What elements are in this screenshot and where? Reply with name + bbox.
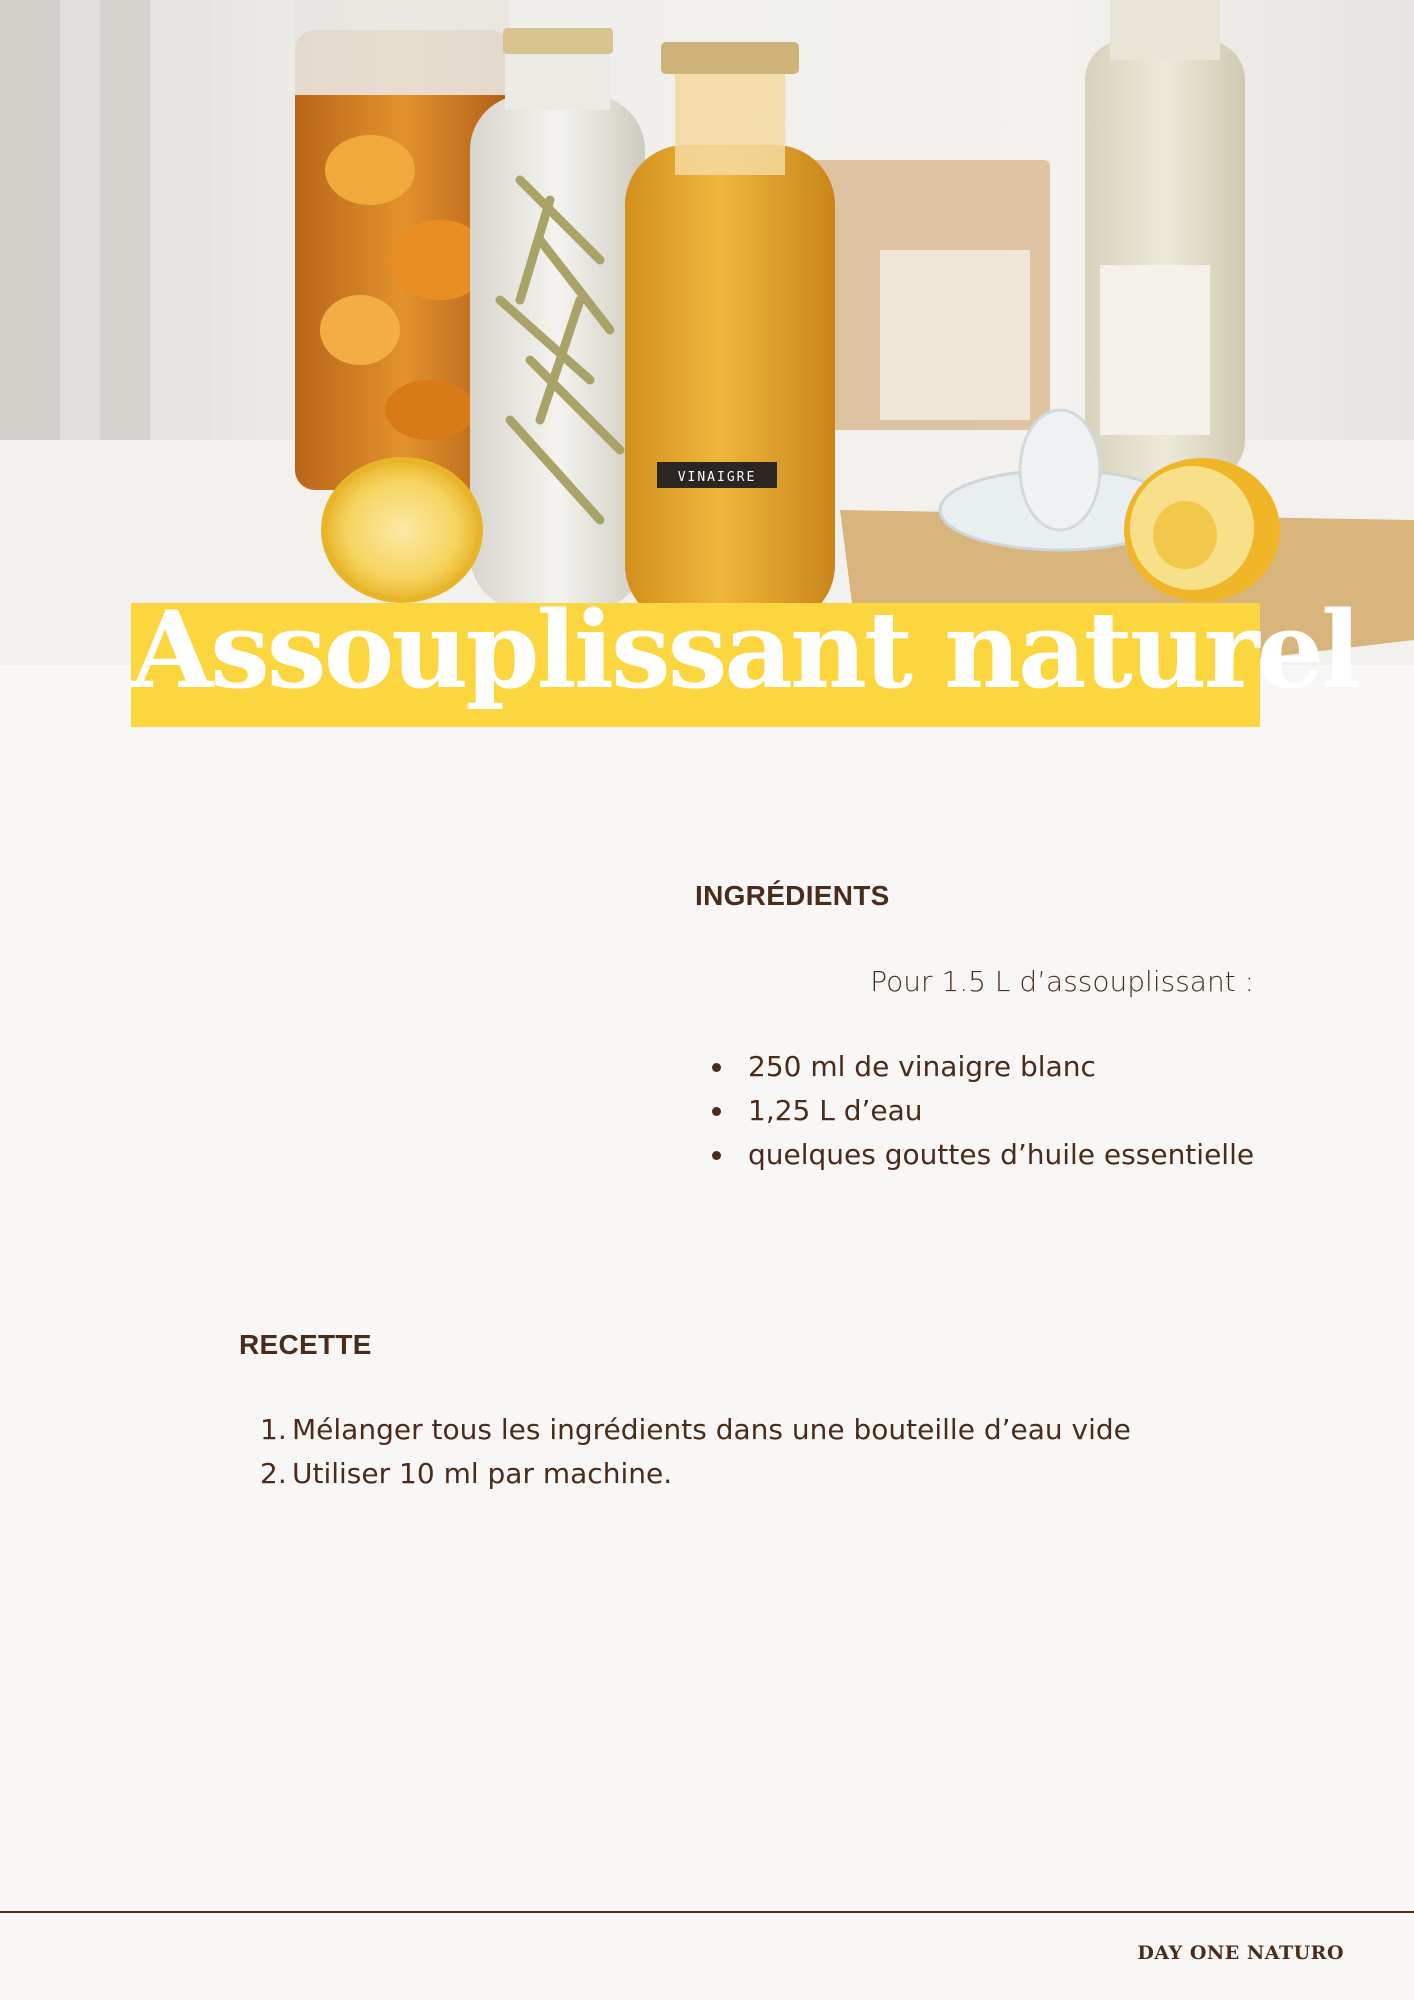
ingredient-list: [712, 1045, 1254, 1177]
recipe-heading: RECETTE: [239, 1329, 372, 1360]
brand-name: DAY ONE NATURO: [1137, 1942, 1344, 1964]
ingredient-item: quelques gouttes d’huile essentielle: [712, 1133, 1254, 1177]
recipe-steps: [260, 1408, 1131, 1496]
recipe-step: [260, 1408, 1131, 1452]
ingredients-heading: INGRÉDIENTS: [695, 880, 890, 911]
page-title: Assouplissant naturel: [131, 587, 1359, 712]
footer-divider: [0, 1911, 1414, 1913]
step-number: 2.: [260, 1457, 287, 1490]
ingredient-item: 1,25 L d’eau: [712, 1089, 1254, 1133]
step-text: Mélanger tous les ingrédients dans une bouteille d’eau vide: [292, 1413, 1131, 1446]
hero-photo: [0, 0, 1414, 665]
vinegar-label-text: VINAIGRE: [677, 470, 757, 485]
recipe-step: [260, 1452, 1131, 1496]
step-number: 1.: [260, 1413, 287, 1446]
ingredient-item: 250 ml de vinaigre blanc: [712, 1045, 1254, 1089]
step-text: Utiliser 10 ml par machine.: [292, 1457, 673, 1490]
quantity-note: Pour 1.5 L d’assouplissant :: [870, 965, 1254, 998]
